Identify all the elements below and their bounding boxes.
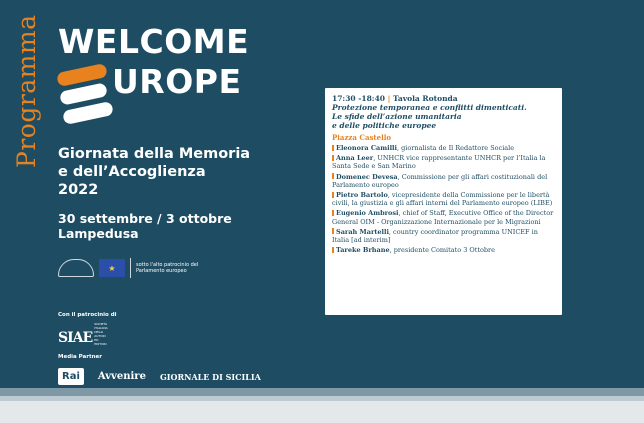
speaker-role: , vicepresidente della Commissione per le libertà civili, la giustizia e gli affari interni del Parlamento europeo (LIBE): [332, 191, 553, 208]
title-line-2: e dell’Accoglienza: [58, 164, 206, 180]
title-line-1: Giornata della Memoria: [58, 146, 251, 162]
session-header: [332, 94, 555, 103]
speaker-item: [332, 173, 555, 189]
side-label: Programma: [12, 14, 41, 168]
speaker-name: Anna Leer: [336, 154, 374, 163]
session-time: 17:30 -18:40: [332, 94, 386, 103]
event-dates: [58, 211, 232, 241]
giornale-di-sicilia-logo: GIORNALE DI SICILIA: [159, 371, 261, 382]
speaker-name: Pietro Bartolo: [336, 191, 388, 200]
bullet-bar: [332, 155, 334, 161]
patronage-label: Con il patrocinio di: [58, 312, 117, 318]
separator: |: [387, 94, 391, 103]
eu-flag-icon: ★: [99, 259, 125, 277]
title-year: 2022: [58, 182, 99, 198]
session-subtitle-2: Le sfide dell’azione umanitaria: [332, 112, 462, 121]
speaker-role: , chief of Staff, Executive Office of the Director General OIM - Organizzazione Internazionale per le Migrazioni: [332, 209, 554, 226]
speaker-item: [332, 154, 555, 170]
bullet-bar: [332, 145, 334, 151]
speaker-name: Eleonora Camilli: [336, 144, 397, 152]
speaker-item: [332, 144, 555, 152]
speaker-role: , presidente Comitato 3 Ottobre: [389, 246, 495, 255]
session-place: Piazza Castello: [332, 133, 392, 142]
rai-logo: Rai: [58, 368, 84, 385]
footer-band-light: [0, 396, 644, 401]
event-title: [58, 145, 250, 199]
speaker-role: , UNHCR vice rappresentante UNHCR per l’Italia la Santa Sede e San Marino: [332, 154, 546, 171]
speaker-name: Tareke Brhane: [336, 246, 390, 255]
dates-range: 30 settembre / 3 ottobre: [58, 211, 232, 226]
speaker-name: Eugenio Ambrosi: [336, 209, 399, 218]
bullet-bar: [332, 210, 334, 216]
media-partners: [58, 368, 261, 385]
speaker-role: , giornalista de Il Redattore Sociale: [397, 144, 515, 152]
session-subtitle-3: e delle politiche europee: [332, 121, 437, 130]
speaker-item: [332, 246, 555, 254]
footer-band: [0, 388, 644, 396]
program-card: [325, 88, 562, 315]
avvenire-logo: Avvenire: [97, 371, 146, 382]
bullet-bar: [332, 173, 334, 179]
speaker-name: Sarah Martelli: [336, 227, 389, 236]
speaker-role: , Commissione per gli affari costituzionali del Parlamento europeo: [332, 172, 548, 189]
divider: [130, 258, 131, 278]
speaker-role: , country coordinator programma UNICEF in Italia [ad interim]: [332, 227, 538, 245]
ep-patronage-logo: [58, 258, 206, 278]
ep-patronage-text: sotto l'alto patrocinio del Parlamento europeo: [136, 262, 199, 274]
speaker-item: [332, 209, 555, 225]
speaker-name: Domenec Devesa: [336, 172, 398, 181]
parliament-hemicycle-icon: [58, 259, 94, 277]
siae-logo-small: SOCIETÀ ITALIANA DEGLI AUTORI ED EDITORI: [94, 322, 108, 346]
media-partner-label: Media Partner: [58, 354, 102, 360]
logo-bar-white-2: [62, 101, 114, 125]
session-subtitle-1: Protezione temporanea e conflitti dimenticati.: [332, 103, 527, 112]
speaker-item: [332, 228, 555, 244]
logo-europe: UROPE: [112, 62, 242, 101]
bullet-bar: [332, 228, 334, 234]
siae-logo-text: SIAE: [58, 330, 93, 346]
logo-welcome: WELCOME: [58, 22, 250, 61]
dates-place: Lampedusa: [58, 226, 139, 241]
session-type: Tavola Rotonda: [393, 94, 458, 103]
speaker-item: [332, 191, 555, 207]
bullet-bar: [332, 192, 334, 198]
siae-logo: [58, 322, 106, 346]
bullet-bar: [332, 247, 334, 253]
